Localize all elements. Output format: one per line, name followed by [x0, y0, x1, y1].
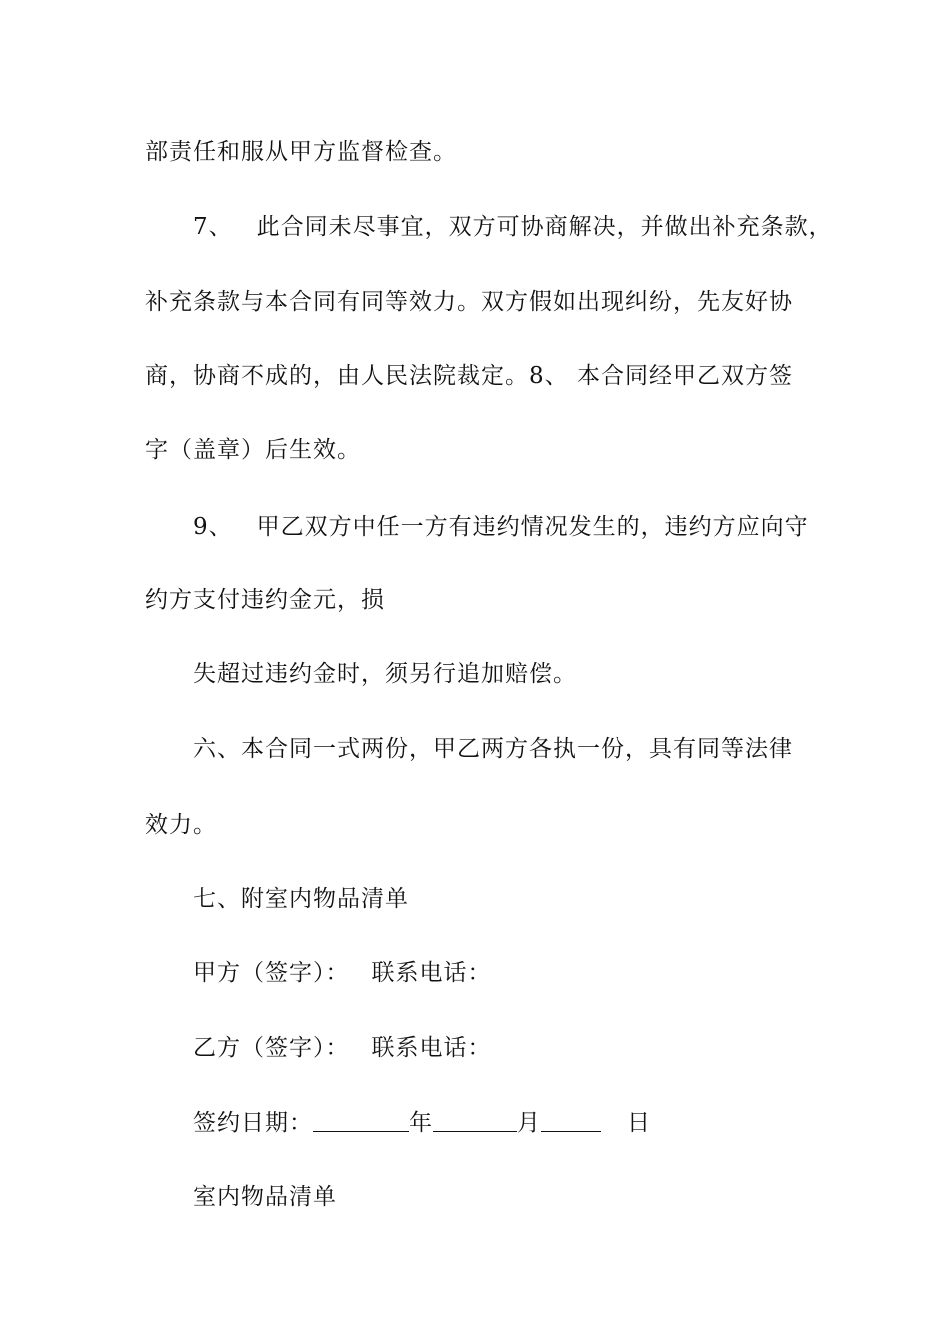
line-text: 失超过违约金时，须另行追加赔偿。: [193, 661, 577, 687]
line-text: 补充条款与本合同有同等效力。双方假如出现纠纷，先友好协: [145, 289, 793, 315]
line-text: 此合同未尽事宜，双方可协商解决，并做出补充条款，: [256, 214, 833, 240]
day-label: 日: [627, 1110, 651, 1136]
paragraph-line: [193, 659, 577, 689]
month-label: 月: [517, 1110, 541, 1136]
paragraph-line: [145, 137, 457, 167]
clause-7-attachment-line: [193, 884, 409, 914]
paragraph-line: [145, 585, 385, 615]
paragraph-line: [145, 810, 217, 840]
clause-7-number: 7、: [193, 214, 233, 240]
line-text: 六、本合同一式两份，甲乙两方各执一份，具有同等法律: [193, 736, 793, 762]
party-a-signature-line: [193, 958, 492, 988]
clause-7-line: [193, 212, 833, 242]
line-text: 室内物品清单: [193, 1184, 337, 1210]
sign-date-line: [193, 1108, 651, 1138]
sign-date-label: 签约日期：: [193, 1110, 313, 1136]
line-text: 部责任和服从甲方监督检查。: [145, 139, 457, 165]
inventory-heading: [193, 1182, 337, 1212]
line-text: 商，协商不成的，由人民法院裁定。8、 本合同经甲乙双方签: [145, 363, 793, 389]
line-text: 甲乙双方中任一方有违约情况发生的，违约方应向守: [256, 514, 809, 540]
line-text: 效力。: [145, 812, 217, 838]
paragraph-line: [145, 361, 793, 391]
line-text: 字（盖章）后生效。: [145, 437, 361, 463]
line-text: 约方支付违约金元，损: [145, 587, 385, 613]
party-b-signature-line: [193, 1033, 492, 1063]
year-label: 年: [409, 1110, 433, 1136]
clause-6-line: [193, 734, 793, 764]
party-a-label: 甲方（签字）：: [193, 960, 350, 986]
line-text: 七、附室内物品清单: [193, 886, 409, 912]
party-b-phone-label: 联系电话：: [371, 1035, 492, 1061]
paragraph-line: [145, 287, 793, 317]
party-a-phone-label: 联系电话：: [371, 960, 492, 986]
year-blank: [313, 1109, 409, 1132]
clause-9-line: [193, 512, 809, 542]
paragraph-line: [145, 435, 361, 465]
day-blank: [541, 1109, 601, 1132]
party-b-label: 乙方（签字）：: [193, 1035, 350, 1061]
month-blank: [433, 1109, 517, 1132]
clause-9-number: 9、: [193, 514, 233, 540]
